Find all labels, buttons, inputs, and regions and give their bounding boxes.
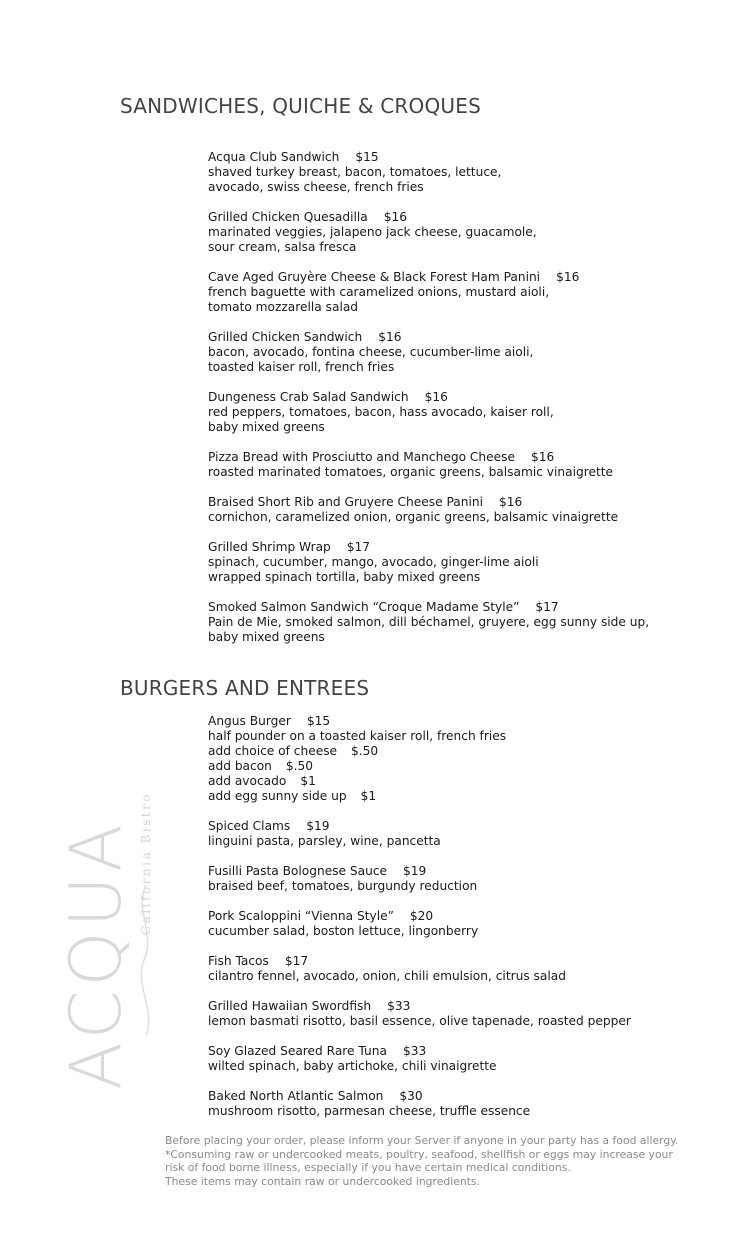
item-price: $17: [346, 540, 371, 554]
item-description: braised beef, tomatoes, burgundy reduction: [208, 879, 478, 893]
logo-tagline: California Bistro: [139, 791, 153, 935]
addon-price: $1: [300, 774, 316, 788]
menu-item: [208, 954, 688, 984]
item-name: Angus Burger: [208, 714, 291, 728]
item-name: Smoked Salmon Sandwich “Croque Madame Style”: [208, 600, 520, 614]
menu-item: [208, 450, 688, 480]
menu-item: [208, 210, 688, 255]
item-description: spinach, cucumber, mango, avocado, ginger-lime aioli wrapped spinach tortilla, baby mixed greens: [208, 555, 539, 584]
menu-item: [208, 150, 688, 195]
disclaimer-line: These items may contain raw or undercooked ingredients.: [165, 1174, 480, 1188]
item-description: lemon basmati risotto, basil essence, olive tapenade, roasted pepper: [208, 1014, 631, 1028]
item-price: $16: [383, 210, 408, 224]
item-description: marinated veggies, jalapeno jack cheese, guacamole, sour cream, salsa fresca: [208, 225, 537, 254]
item-description: cucumber salad, boston lettuce, lingonberry: [208, 924, 479, 938]
addon-label: add choice of cheese: [208, 744, 338, 758]
addon-price: $.50: [285, 759, 314, 773]
item-description: linguini pasta, parsley, wine, pancetta: [208, 834, 441, 848]
item-description: Pain de Mie, smoked salmon, dill béchamel, gruyere, egg sunny side up, baby mixed greens: [208, 615, 650, 644]
menu-item: [208, 1044, 688, 1074]
menu-item: [208, 864, 688, 894]
addon-price: $.50: [351, 744, 379, 758]
item-description: french baguette with caramelized onions, mustard aioli, tomato mozzarella salad: [208, 285, 550, 314]
item-price: $19: [306, 819, 330, 833]
item-name: Grilled Shrimp Wrap: [208, 540, 331, 554]
item-price: $16: [556, 270, 580, 284]
item-price: $30: [399, 1089, 423, 1103]
menu-item: [208, 540, 688, 585]
item-name: Grilled Chicken Quesadilla: [208, 210, 368, 224]
item-price: $15: [306, 714, 331, 728]
item-description: mushroom risotto, parmesan cheese, truffle essence: [208, 1104, 531, 1118]
item-name: Spiced Clams: [208, 819, 291, 833]
disclaimer-line: Before placing your order, please inform your Server if anyone in your party has a food allergy.: [165, 1134, 679, 1147]
item-description: cornichon, caramelized onion, organic greens, balsamic vinaigrette: [208, 510, 619, 524]
item-name: Dungeness Crab Salad Sandwich: [208, 390, 409, 404]
item-price: $17: [284, 954, 309, 968]
item-name: Cave Aged Gruyère Cheese & Black Forest Ham Panini: [208, 270, 541, 284]
item-price: $15: [355, 150, 379, 164]
item-price: $33: [387, 999, 411, 1013]
burgers-list: [208, 714, 688, 1119]
item-price: $16: [530, 450, 555, 464]
disclaimer-line: *Consuming raw or undercooked meats, poultry, seafood, shellfish or eggs may increase your: [165, 1147, 673, 1161]
item-price: $33: [402, 1044, 427, 1058]
item-name: Baked North Atlantic Salmon: [208, 1089, 384, 1103]
section-title-sandwiches: SANDWICHES, QUICHE & CROQUES: [120, 94, 481, 118]
logo-wordmark: ACQUA: [55, 820, 137, 1090]
item-price: $17: [535, 600, 559, 614]
addon-label: add bacon: [208, 759, 272, 773]
item-name: Pizza Bread with Prosciutto and Manchego Cheese: [208, 450, 515, 464]
sandwiches-list: [208, 150, 688, 645]
addon-line: [208, 774, 688, 789]
item-description: shaved turkey breast, bacon, tomatoes, lettuce, avocado, swiss cheese, french fries: [208, 165, 502, 194]
item-description: bacon, avocado, fontina cheese, cucumber-lime aioli, toasted kaiser roll, french fries: [208, 345, 534, 374]
menu-item: [208, 999, 688, 1029]
menu-item: [208, 270, 688, 315]
item-name: Grilled Hawaiian Swordfish: [208, 999, 372, 1013]
item-name: Braised Short Rib and Gruyere Cheese Panini: [208, 495, 483, 509]
acqua-logo: [52, 735, 162, 1095]
menu-item: [208, 330, 688, 375]
addon-label: add avocado: [208, 774, 287, 788]
item-price: $16: [424, 390, 448, 404]
item-description: cilantro fennel, avocado, onion, chili emulsion, citrus salad: [208, 969, 566, 983]
item-description: red peppers, tomatoes, bacon, hass avocado, kaiser roll, baby mixed greens: [208, 405, 554, 434]
menu-item: [208, 600, 688, 645]
addon-line: [208, 759, 688, 774]
allergy-disclaimer: [165, 1134, 685, 1188]
item-name: Grilled Chicken Sandwich: [208, 330, 363, 344]
item-name: Fish Tacos: [208, 954, 269, 968]
menu-item: [208, 1089, 688, 1119]
item-name: Pork Scaloppini “Vienna Style”: [208, 909, 394, 923]
acqua-logo-graphic: [52, 735, 162, 1095]
item-name: Soy Glazed Seared Rare Tuna: [208, 1044, 387, 1058]
section-title-burgers: BURGERS AND ENTREES: [120, 676, 370, 700]
item-price: $20: [409, 909, 434, 923]
addon-line: [208, 789, 688, 804]
item-description: half pounder on a toasted kaiser roll, french fries: [208, 729, 507, 743]
item-name: Fusilli Pasta Bolognese Sauce: [208, 864, 388, 878]
item-name: Acqua Club Sandwich: [208, 150, 340, 164]
menu-item-angus-burger: [208, 714, 688, 804]
item-description: wilted spinach, baby artichoke, chili vinaigrette: [208, 1059, 497, 1073]
disclaimer-line: risk of food borne illness, especially if you have certain medical conditions.: [165, 1161, 571, 1174]
menu-item: [208, 909, 688, 939]
addon-label: add egg sunny side up: [208, 789, 347, 803]
addon-price: $1: [360, 789, 377, 803]
addon-line: [208, 744, 688, 759]
item-price: $19: [403, 864, 427, 878]
item-price: $16: [498, 495, 523, 509]
menu-item: [208, 390, 688, 435]
menu-item: [208, 495, 688, 525]
item-price: $16: [378, 330, 402, 344]
item-description: roasted marinated tomatoes, organic greens, balsamic vinaigrette: [208, 465, 614, 479]
menu-item: [208, 819, 688, 849]
